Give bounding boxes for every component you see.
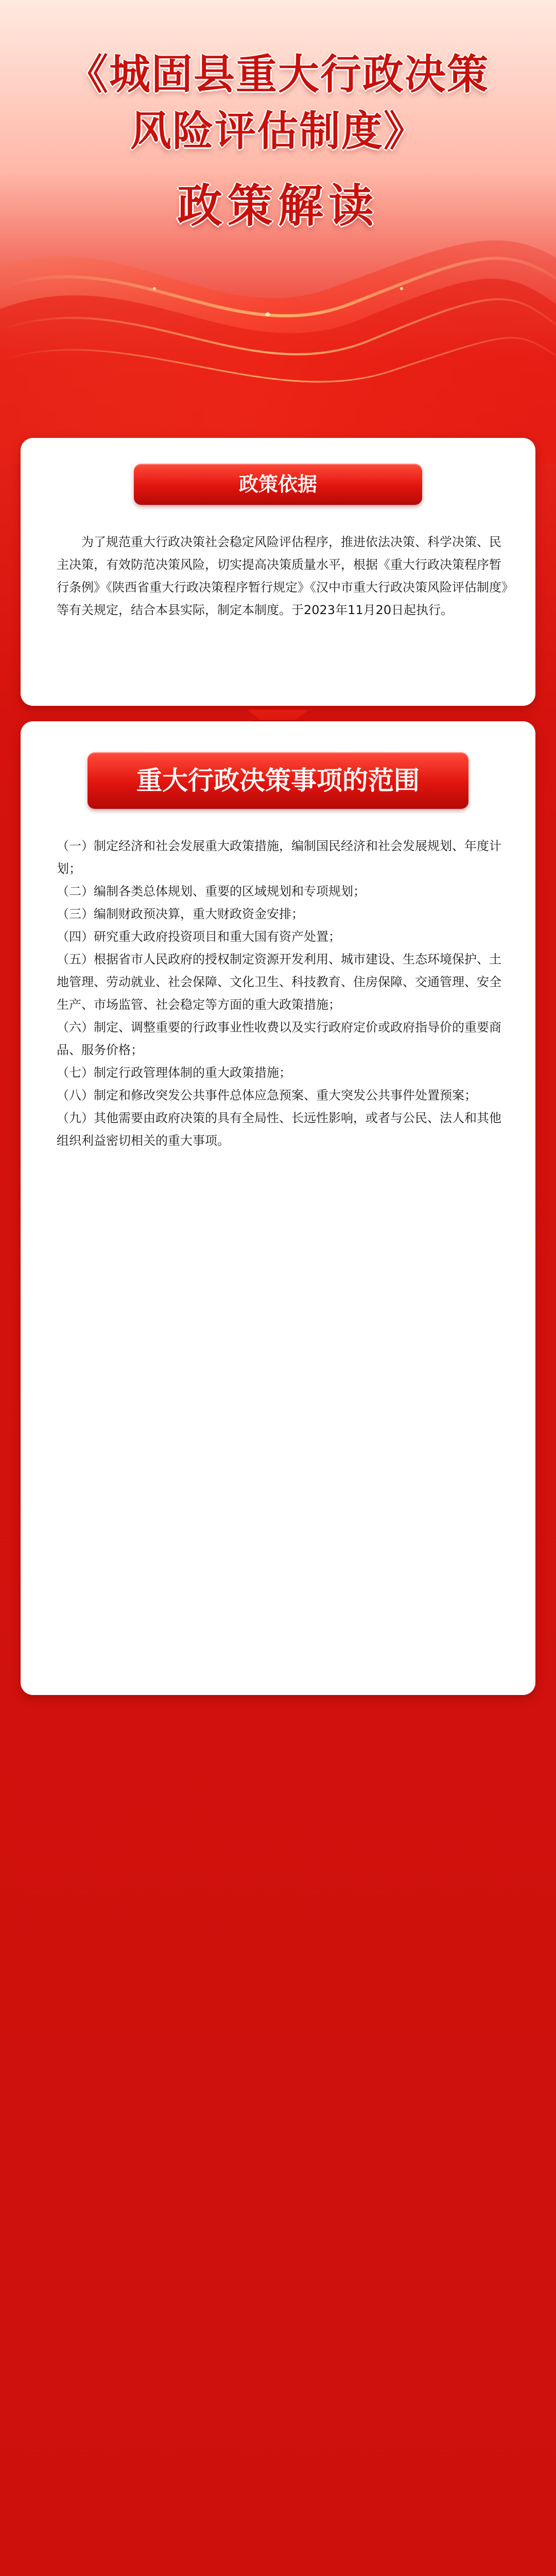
scope-item-8: （八）制定和修改突发公共事件总体应急预案、重大突发公共事件处置预案； <box>57 1088 477 1103</box>
hero-title-line-3: 政策解读 <box>177 179 379 232</box>
scope-item-1: （一）制定经济和社会发展重大政策措施，编制国民经济和社会发展规划、年度计划； <box>57 839 501 876</box>
scope-item-9: （九）其他需要由政府决策的具有全局性、长远性影响，或者与公民、法人和其他组织利益密切相关的重大事项。 <box>57 1111 501 1148</box>
scope-item-4: （四）研究重大政府投资项目和重大国有资产处置； <box>57 929 341 944</box>
decision-scope-list <box>57 835 510 1152</box>
decision-scope-section <box>21 721 535 1695</box>
scope-item-7: （七）制定行政管理体制的重大政策措施； <box>57 1065 291 1080</box>
scope-item-6: （六）制定、调整重要的行政事业性收费以及实行政府定价或政府指导价的重要商品、服务价格； <box>57 1020 501 1057</box>
hero-title-line-1: 《城固县重大行政决策 <box>67 50 489 98</box>
decision-scope-heading: 重大行政决策事项的范围 <box>88 752 468 809</box>
scope-item-5: （五）根据省市人民政府的授权制定资源开发利用、城市建设、生态环境保护、土地管理、劳动就业、社会保障、文化卫生、科技教育、住房保障、交通管理、安全生产、市场监管、社会稳定等方面的重大政策措施； <box>57 952 501 1012</box>
scope-item-2: （二）编制各类总体规划、重要的区域规划和专项规划； <box>57 884 366 899</box>
policy-basis-body <box>57 531 510 621</box>
policy-basis-section <box>21 438 535 706</box>
hero-banner <box>0 0 556 464</box>
policy-basis-heading: 政策依据 <box>134 464 422 505</box>
policy-basis-paragraph: 为了规范重大行政决策社会稳定风险评估程序，推进依法决策、科学决策、民主决策，有效防范决策风险，切实提高决策质量水平，根据《重大行政决策程序暂行条例》《陕西省重大行政决策程序暂行规定》《汉中市重大行政决策风险评估制度》等有关规定，结合本县实际，制定本制度。于2023年11月20日起执行。 <box>57 535 508 617</box>
scope-item-3: （三）编制财政预决算，重大财政资金安排； <box>57 907 304 921</box>
hero-title-line-2: 风险评估制度》 <box>130 107 426 155</box>
